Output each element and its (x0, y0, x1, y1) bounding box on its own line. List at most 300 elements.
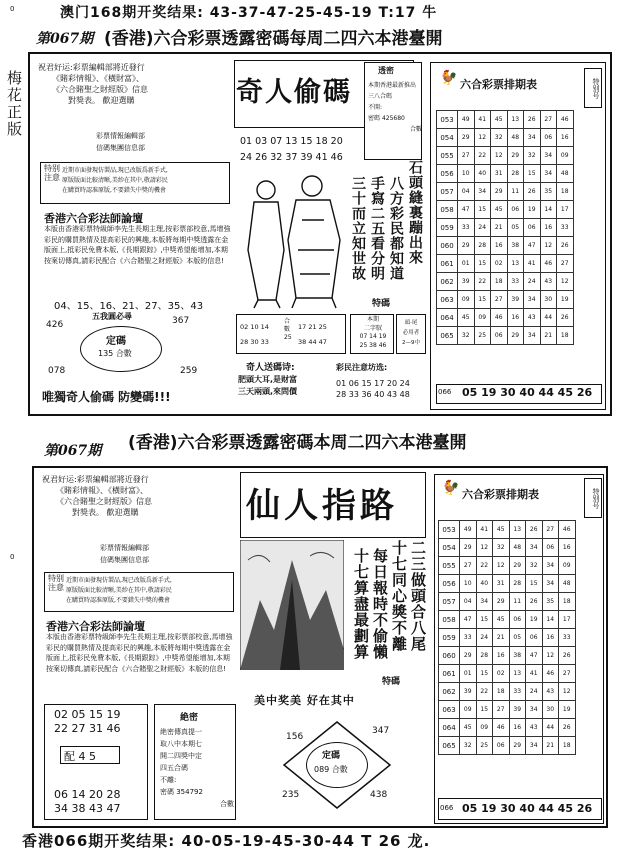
table-number-cell: 32 (458, 327, 475, 345)
table-number-cell: 16 (493, 647, 510, 665)
table-number-cell: 46 (540, 255, 557, 273)
table-period-cell: 054 (439, 539, 460, 557)
lower-ring-num-tr: 347 (372, 726, 390, 736)
table-number-cell: 29 (458, 129, 475, 147)
lower-secret-line-6: 密碼 354792 (160, 788, 203, 796)
table-number-cell: 46 (542, 665, 559, 683)
table-number-cell: 11 (509, 593, 526, 611)
table-number-cell: 35 (540, 183, 557, 201)
lower-secret-line-3: 開二四獎中定 (160, 752, 202, 760)
upper-ring-label: 五我圓必尋 (92, 312, 132, 321)
lower-ding-ma-value: 089 合數 (314, 765, 348, 774)
upper-small-grid-right (298, 320, 327, 350)
table-number-cell: 26 (524, 183, 541, 201)
table-number-cell: 39 (460, 683, 477, 701)
table-number-cell: 15 (476, 701, 493, 719)
table-number-cell: 19 (526, 611, 543, 629)
table-number-cell: 17 (559, 611, 576, 629)
table-number-cell: 48 (507, 129, 524, 147)
table-number-cell: 29 (509, 737, 526, 755)
table-number-cell: 13 (507, 255, 524, 273)
secret-code: 425680 (381, 115, 405, 122)
upper-slogan: 唯獨奇人偷碼 防變碼!!! (42, 390, 171, 404)
table-number-cell: 45 (491, 111, 508, 129)
table-number-cell: 33 (509, 683, 526, 701)
dept-line-1: 彩票情報編輯部 (96, 132, 145, 140)
lower-law-title: 香港六合彩法師論壇 (46, 620, 145, 633)
head-line-1: 頭·尾 (404, 320, 418, 326)
lower-notice-label: 特别注意 (48, 574, 64, 592)
table-number-cell: 48 (509, 539, 526, 557)
table-number-cell: 28 (509, 575, 526, 593)
table-number-cell: 13 (509, 521, 526, 539)
upper-head-text (397, 318, 425, 348)
page-mark-bottom: 0 (10, 553, 15, 561)
head-line-3: 2—9中 (402, 340, 420, 346)
table-number-cell: 19 (557, 291, 574, 309)
table-number-cell: 06 (509, 611, 526, 629)
table-number-cell: 26 (557, 309, 574, 327)
small-grid-line-3: 17 21 25 (298, 323, 327, 331)
table-number-cell: 33 (557, 219, 574, 237)
table-number-cell: 30 (540, 291, 557, 309)
table-number-cell: 27 (540, 111, 557, 129)
table-number-cell: 28 (476, 647, 493, 665)
table-number-cell: 09 (474, 309, 491, 327)
small-grid-line-1: 02 10 14 (240, 323, 269, 331)
upper-ding-ma-title: 定碼 (106, 336, 126, 347)
lower-promo-line-3: 《六合賭聖之財經版》信息 (56, 497, 152, 506)
upper-verse-1: 三十而立知世故 (350, 176, 366, 281)
table-row (439, 539, 576, 557)
table-number-cell: 26 (557, 237, 574, 255)
table-number-cell: 16 (559, 539, 576, 557)
upper-grid-numbers (240, 134, 343, 166)
lower-grid-a-line-1: 02 05 15 19 (54, 708, 121, 721)
lower-notice-line-1: 近期市面發現仿製品,現已改版爲新手式, (66, 577, 172, 584)
table-row (439, 683, 576, 701)
table-number-cell: 29 (509, 557, 526, 575)
table-number-cell: 43 (540, 273, 557, 291)
table-period-cell: 063 (437, 291, 458, 309)
table-number-cell: 24 (524, 273, 541, 291)
table-number-cell: 12 (493, 557, 510, 575)
table-number-cell: 46 (559, 521, 576, 539)
table-number-cell: 26 (559, 647, 576, 665)
table-number-cell: 12 (542, 647, 559, 665)
notice-line-3: 在購買時認准原版,不要錯失中獎的機會 (62, 187, 166, 194)
table-number-cell: 47 (524, 237, 541, 255)
send-code-line-2: 三天兩頭,來問價 (238, 387, 298, 396)
table-number-cell: 25 (476, 737, 493, 755)
table-number-cell: 16 (509, 719, 526, 737)
table-number-cell: 25 (474, 327, 491, 345)
table-row (439, 575, 576, 593)
table-period-cell: 062 (439, 683, 460, 701)
table-number-cell: 27 (559, 665, 576, 683)
upper-send-code-title: 奇人送碼诗: (246, 363, 295, 373)
table-number-cell: 24 (476, 629, 493, 647)
table-number-cell: 19 (559, 701, 576, 719)
table-number-cell: 15 (524, 165, 541, 183)
lower-notice-line-2: 原版版面比較清晰,美紗在其中,敬請彩民 (66, 587, 172, 594)
table-period-cell: 061 (439, 665, 460, 683)
lower-brand: 仙人指路 (246, 486, 398, 526)
table-number-cell: 18 (559, 593, 576, 611)
small-grid-line-4: 38 44 47 (298, 338, 327, 346)
table-row (439, 665, 576, 683)
table-period-cell: 059 (437, 219, 458, 237)
table-period-cell: 057 (439, 593, 460, 611)
promo-line-4: 對獎表。 歡迎選購 (68, 96, 135, 105)
table-number-cell: 43 (526, 719, 543, 737)
table-number-cell: 24 (526, 683, 543, 701)
table-number-cell: 26 (526, 593, 543, 611)
table-period-cell: 057 (437, 183, 458, 201)
table-number-cell: 39 (507, 291, 524, 309)
period-line-1: 本期 (366, 316, 379, 323)
table-number-cell: 09 (460, 701, 477, 719)
table-number-cell: 29 (458, 237, 475, 255)
lower-notice-text (66, 576, 232, 606)
send-code-line-1: 肥頭大耳,是财富 (238, 375, 298, 384)
table-number-cell: 09 (557, 147, 574, 165)
secret-line-4: 密碼 (368, 115, 381, 122)
table-number-cell: 40 (474, 165, 491, 183)
lower-table-last-period: 066 (440, 804, 454, 812)
period-line-4: 25 38 46 (359, 341, 387, 349)
lower-verse-3: 每日報時不偷懶 (371, 548, 389, 660)
table-number-cell: 14 (542, 611, 559, 629)
table-number-cell: 15 (476, 611, 493, 629)
table-period-cell: 058 (439, 611, 460, 629)
lower-verse-label: 特碼 (382, 677, 401, 687)
table-number-cell: 17 (557, 201, 574, 219)
table-number-cell: 32 (526, 557, 543, 575)
upper-law-title: 香港六合彩法師論壇 (44, 212, 143, 225)
table-period-cell: 062 (437, 273, 458, 291)
table-number-cell: 18 (557, 183, 574, 201)
table-period-cell: 060 (437, 237, 458, 255)
upper-numbers-row: 04、15、16、21、27、35、43 (54, 301, 204, 312)
table-number-cell: 33 (458, 219, 475, 237)
promo-line-2: 《賭彩情報》、《橫財富》、 (52, 74, 144, 83)
table-number-cell: 27 (458, 147, 475, 165)
table-number-cell: 35 (542, 593, 559, 611)
table-number-cell: 39 (509, 701, 526, 719)
upper-table-badge: 特别号 (584, 68, 602, 108)
table-number-cell: 34 (524, 291, 541, 309)
table-number-cell: 13 (507, 111, 524, 129)
table-number-cell: 22 (476, 683, 493, 701)
table-period-cell: 064 (439, 719, 460, 737)
table-number-cell: 27 (557, 255, 574, 273)
table-number-cell: 49 (460, 521, 477, 539)
table-number-cell: 34 (540, 147, 557, 165)
lower-verse-1: 二三做頭合八尾 (409, 540, 427, 652)
lower-grid-b-line-1: 06 14 20 28 (54, 788, 121, 801)
table-number-cell: 02 (493, 665, 510, 683)
lower-ring-num-br: 438 (370, 790, 388, 800)
lower-secret-line-5: 不離: (160, 776, 177, 784)
upper-verse-2: 手寫二五看分明 (369, 176, 385, 281)
table-number-cell: 29 (460, 539, 477, 557)
table-row (439, 629, 576, 647)
lower-title: (香港)六合彩票透露密碼本周二四六本港臺開 (128, 433, 467, 453)
table-row (437, 111, 574, 129)
table-number-cell: 47 (460, 611, 477, 629)
table-number-cell: 09 (458, 291, 475, 309)
lower-grid-a-center: 配 4 5 (64, 750, 96, 763)
table-number-cell: 16 (542, 629, 559, 647)
promo-line-1: 祝君好运:彩票編輯部將近發行 (38, 63, 145, 72)
table-number-cell: 39 (458, 273, 475, 291)
secret-line-3: 不開: (368, 104, 383, 111)
table-row (439, 521, 576, 539)
lower-table-badge: 特别号 (584, 478, 602, 518)
table-period-cell: 058 (437, 201, 458, 219)
table-period-cell: 055 (437, 147, 458, 165)
lower-schedule-table (438, 520, 576, 755)
table-number-cell: 32 (493, 539, 510, 557)
secret-line-1: 本期香港最新推出 (368, 82, 417, 89)
table-number-cell: 48 (557, 165, 574, 183)
upper-ring-num-br: 259 (180, 366, 198, 376)
table-number-cell: 13 (509, 665, 526, 683)
table-number-cell: 16 (507, 309, 524, 327)
lower-grid-b (54, 788, 120, 816)
table-number-cell: 31 (491, 165, 508, 183)
table-number-cell: 26 (524, 111, 541, 129)
table-number-cell: 14 (540, 201, 557, 219)
table-number-cell: 12 (491, 147, 508, 165)
upper-table-last-period: 066 (438, 388, 452, 396)
lower-law-body: 本版由香港彩票特級師李先生長期主理,按彩票部校意,馬增強彩民的購買熱情及提高彩民的興趣,本版將每期中獎透露在金版面上,抵彩民免費本版,《長期跟踪》,中獎希望能增加,本期按案切傳真,請彩民配合《六合賭聖之財經版》本版的信息! (46, 633, 233, 673)
lower-promo-line-4: 對獎表。 歡迎選購 (72, 508, 139, 517)
table-number-cell: 06 (542, 539, 559, 557)
table-row (437, 147, 574, 165)
table-number-cell: 18 (491, 273, 508, 291)
table-number-cell: 33 (507, 273, 524, 291)
lower-landscape-illustration (240, 540, 344, 670)
upper-dept (96, 130, 145, 154)
small-grid-line-2: 28 30 33 (240, 338, 269, 346)
promo-line-3: 《六合賭聖之財經版》信息 (52, 85, 148, 94)
table-number-cell: 09 (559, 557, 576, 575)
period-line-2: 二字馭 (363, 324, 382, 332)
upper-notice-text (62, 166, 228, 196)
table-number-cell: 15 (474, 291, 491, 309)
table-number-cell: 43 (542, 683, 559, 701)
table-row (439, 611, 576, 629)
table-number-cell: 34 (526, 701, 543, 719)
lower-caption: 美中奖美 好在其中 (254, 694, 355, 707)
lower-ding-ma-title: 定碼 (322, 751, 341, 761)
table-row (437, 219, 574, 237)
lower-secret-line-1: 絶密傳真提一 (160, 728, 202, 736)
table-number-cell: 44 (542, 719, 559, 737)
lower-promo-line-2: 《賭彩情報》、《橫財富》、 (56, 486, 148, 495)
table-period-cell: 056 (437, 165, 458, 183)
table-number-cell: 04 (460, 593, 477, 611)
table-row (439, 557, 576, 575)
table-number-cell: 16 (557, 129, 574, 147)
upper-caution-nums (336, 378, 410, 400)
lower-promo-line-1: 祝君好运:彩票編輯部將近發行 (42, 475, 149, 484)
table-number-cell: 29 (491, 183, 508, 201)
table-number-cell: 34 (474, 183, 491, 201)
upper-law-body: 本版由香港彩票特級師李先生長期主理,按彩票部校意,馬增強彩民的購買熱情及提高彩民的興趣,本版將每期中獎透露在金版面上,抵彩民免費本版,《長期跟踪》,中獎希望能增加,本期按案切傳真,請彩民配合《六合賭聖之財經版》本版的信息! (44, 225, 231, 265)
lower-dept-line-1: 彩票情報編輯部 (100, 544, 149, 552)
upper-ring-num-tr: 367 (172, 316, 190, 326)
table-number-cell: 33 (460, 629, 477, 647)
table-number-cell: 15 (474, 255, 491, 273)
table-number-cell: 10 (458, 165, 475, 183)
table-number-cell: 26 (559, 719, 576, 737)
table-number-cell: 18 (557, 327, 574, 345)
table-number-cell: 27 (491, 291, 508, 309)
table-number-cell: 04 (458, 183, 475, 201)
upper-ring-num-tl: 426 (46, 320, 64, 330)
table-number-cell: 34 (526, 737, 543, 755)
table-row (437, 327, 574, 345)
upper-small-center: 合數25 (284, 318, 292, 341)
table-number-cell: 46 (557, 111, 574, 129)
table-period-cell: 065 (437, 327, 458, 345)
table-number-cell: 15 (526, 575, 543, 593)
secret-line-2: 三八合碼 (368, 93, 393, 100)
table-number-cell: 41 (524, 255, 541, 273)
dept-line-2: 信碼集團信息部 (96, 144, 145, 152)
lower-secret-title: 絶密 (180, 713, 199, 723)
table-number-cell: 15 (474, 201, 491, 219)
table-row (437, 309, 574, 327)
upper-issue-code: 第067期 (36, 31, 94, 47)
table-number-cell: 34 (542, 557, 559, 575)
lower-table-title: 六合彩票排期表 (462, 488, 539, 501)
table-period-cell: 053 (439, 521, 460, 539)
lower-table-mascot-icon: 🐓 (442, 480, 460, 496)
table-row (437, 129, 574, 147)
table-number-cell: 24 (474, 219, 491, 237)
table-number-cell: 10 (460, 575, 477, 593)
table-number-cell: 49 (458, 111, 475, 129)
table-number-cell: 12 (559, 683, 576, 701)
table-period-cell: 054 (437, 129, 458, 147)
lower-grid-a-line-2: 22 27 31 46 (54, 722, 121, 735)
lower-secret-line-4: 四五合碼 (160, 764, 188, 772)
table-row (439, 701, 576, 719)
caution-line-1: 01 06 15 17 20 24 (336, 379, 410, 388)
table-number-cell: 44 (540, 309, 557, 327)
table-number-cell: 01 (458, 255, 475, 273)
lower-verse-2: 十七同心獎不離 (390, 540, 408, 652)
table-row (437, 291, 574, 309)
upper-schedule-table (436, 110, 574, 345)
upper-verse-3: 八方彩民都知道 (388, 176, 404, 281)
table-number-cell: 27 (493, 701, 510, 719)
upper-verse-label: 特碼 (372, 299, 391, 309)
lower-notice-line-3: 在購買時認准原版,不要錯失中獎的機會 (66, 597, 170, 604)
grid-line-1: 01 03 07 13 15 18 20 (240, 136, 343, 147)
table-row (439, 647, 576, 665)
upper-promo (38, 62, 228, 106)
table-row (437, 273, 574, 291)
table-period-cell: 063 (439, 701, 460, 719)
table-number-cell: 06 (491, 327, 508, 345)
table-number-cell: 34 (476, 593, 493, 611)
table-number-cell: 12 (540, 237, 557, 255)
table-number-cell: 27 (542, 521, 559, 539)
lower-grid-a (54, 708, 120, 736)
table-number-cell: 21 (493, 629, 510, 647)
table-number-cell: 45 (493, 611, 510, 629)
top-result-header: 澳门168期开奖结果: 43-37-47-25-45-19 T:17 牛 (60, 5, 438, 21)
table-number-cell: 45 (458, 309, 475, 327)
table-number-cell: 06 (524, 219, 541, 237)
table-number-cell: 19 (524, 201, 541, 219)
lower-dept (100, 542, 149, 566)
lower-grid-b-line-2: 34 38 43 47 (54, 802, 121, 815)
upper-figures-illustration (236, 170, 346, 310)
lower-secret-line-2: 取八中本期七 (160, 740, 202, 748)
table-row (437, 183, 574, 201)
upper-ring-num-bl: 078 (48, 366, 66, 376)
table-number-cell: 34 (540, 165, 557, 183)
table-number-cell: 46 (493, 719, 510, 737)
table-period-cell: 059 (439, 629, 460, 647)
table-number-cell: 16 (540, 219, 557, 237)
upper-small-grid-left (240, 320, 269, 350)
table-number-cell: 41 (474, 111, 491, 129)
table-period-cell: 064 (437, 309, 458, 327)
table-number-cell: 21 (542, 737, 559, 755)
upper-table-mascot-icon: 🐓 (440, 70, 458, 86)
table-number-cell: 41 (476, 521, 493, 539)
table-period-cell: 065 (439, 737, 460, 755)
table-number-cell: 27 (460, 557, 477, 575)
table-number-cell: 48 (559, 575, 576, 593)
table-period-cell: 056 (439, 575, 460, 593)
notice-line-2: 原版版面比較清晰,美紗在其中,敬請彩民 (62, 177, 168, 184)
side-mark: 梅花正版 (5, 70, 23, 138)
lower-ring-num-bl: 235 (282, 790, 300, 800)
table-row (439, 719, 576, 737)
table-number-cell: 29 (507, 147, 524, 165)
table-number-cell: 15 (476, 665, 493, 683)
table-number-cell: 38 (509, 647, 526, 665)
lower-issue-code: 第067期 (44, 443, 102, 459)
table-number-cell: 11 (507, 183, 524, 201)
table-number-cell: 16 (491, 237, 508, 255)
table-period-cell: 060 (439, 647, 460, 665)
table-number-cell: 46 (491, 309, 508, 327)
table-number-cell: 40 (476, 575, 493, 593)
table-row (439, 737, 576, 755)
table-number-cell: 34 (542, 575, 559, 593)
table-number-cell: 43 (524, 309, 541, 327)
table-number-cell: 31 (493, 575, 510, 593)
table-number-cell: 34 (524, 327, 541, 345)
grid-line-2: 24 26 32 37 39 41 46 (240, 152, 343, 163)
footer-result: 香港066期开奖结果: 40-05-19-45-30-44 T 26 龙. (22, 832, 431, 850)
table-number-cell: 12 (557, 273, 574, 291)
table-row (439, 593, 576, 611)
upper-notice-label: 特别注意 (44, 164, 60, 182)
table-number-cell: 22 (474, 273, 491, 291)
lower-table-last-nums: 05 19 30 40 44 45 26 (462, 802, 593, 815)
page-mark-top: 0 (10, 5, 15, 13)
